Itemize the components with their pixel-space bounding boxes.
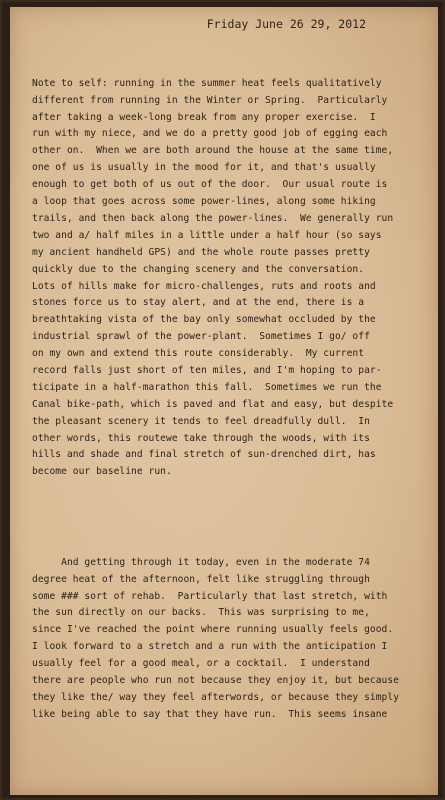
text-line: hills and shade and final stretch of sun-drenched dirt, has: [32, 449, 376, 461]
text-line: they like the/ way they feel afterwords, or because they simply: [32, 691, 400, 703]
text-line: Canal bike-path, which is paved and flat and easy, but despite: [32, 398, 394, 410]
text-line: like being able to say that they have run. This seems insane: [32, 708, 388, 720]
text-line: the sun directly on our backs. This was surprising to me,: [32, 607, 370, 619]
text-line: after taking a week-long break from any proper exercise. I: [32, 111, 376, 123]
text-line: run with my niece, and we do a pretty good job of egging each: [32, 128, 388, 140]
paragraph-1: [32, 76, 422, 481]
text-line: my ancient handheld GPS) and the whole route passes pretty: [32, 246, 370, 258]
text-line: two and a/ half miles in a little under a half hour (so says: [32, 229, 382, 241]
text-line: on my own and extend this route considerably. My current: [32, 348, 365, 360]
text-line: the pleasant scenery it tends to feel dreadfully dull. In: [32, 415, 370, 427]
text-line: degree heat of the afternoon, felt like struggling through: [32, 573, 370, 585]
text-line: stones force us to stay alert, and at the end, there is a: [32, 297, 365, 309]
text-line: different from running in the Winter or Spring. Particularly: [32, 94, 388, 106]
text-line: quickly due to the changing scenery and the conversation.: [32, 263, 365, 275]
page-date: Friday June 26 29, 2012: [206, 17, 366, 31]
text-line: record falls just short of ten miles, and I'm hoping to par-: [32, 364, 382, 376]
text-line: a loop that goes across some power-lines, along some hiking: [32, 196, 376, 208]
text-line: there are people who run not because they enjoy it, but because: [32, 675, 400, 687]
text-line: one of us is usually in the mood for it, and that's usually: [32, 162, 376, 174]
text-line: since I've reached the point where running usually feels good.: [32, 624, 394, 636]
text-line: Lots of hills make for micro-challenges, ruts and roots and: [32, 280, 376, 292]
text-line: I look forward to a stretch and a run with the anticipation I: [32, 641, 388, 653]
paragraph-2: [32, 555, 422, 724]
text-line: And getting through it today, even in the moderate 74: [32, 556, 370, 568]
photo-frame: [2, 2, 443, 798]
text-line: other words, this routewe take through the woods, with its: [32, 432, 370, 444]
text-line: breathtaking vista of the bay only somewhat occluded by the: [32, 314, 376, 326]
text-line: enough to get both of us out of the door. Our usual route is: [32, 179, 388, 191]
text-line: industrial sprawl of the power-plant. Sometimes I go/ off: [32, 331, 370, 343]
text-line: Note to self: running in the summer heat feels qualitatively: [32, 77, 382, 89]
text-line: trails, and then back along the power-lines. We generally run: [32, 212, 394, 224]
text-line: usually feel for a good meal, or a cocktail. I understand: [32, 658, 370, 670]
text-line: some ### sort of rehab. Particularly that last stretch, with: [32, 590, 388, 602]
text-line: ticipate in a half-marathon this fall. Sometimes we run the: [32, 381, 382, 393]
text-line: other on. When we are both around the house at the same time,: [32, 145, 394, 157]
text-line: become our baseline run.: [32, 466, 172, 478]
page-body: [32, 42, 422, 758]
typewritten-page: [10, 7, 438, 795]
